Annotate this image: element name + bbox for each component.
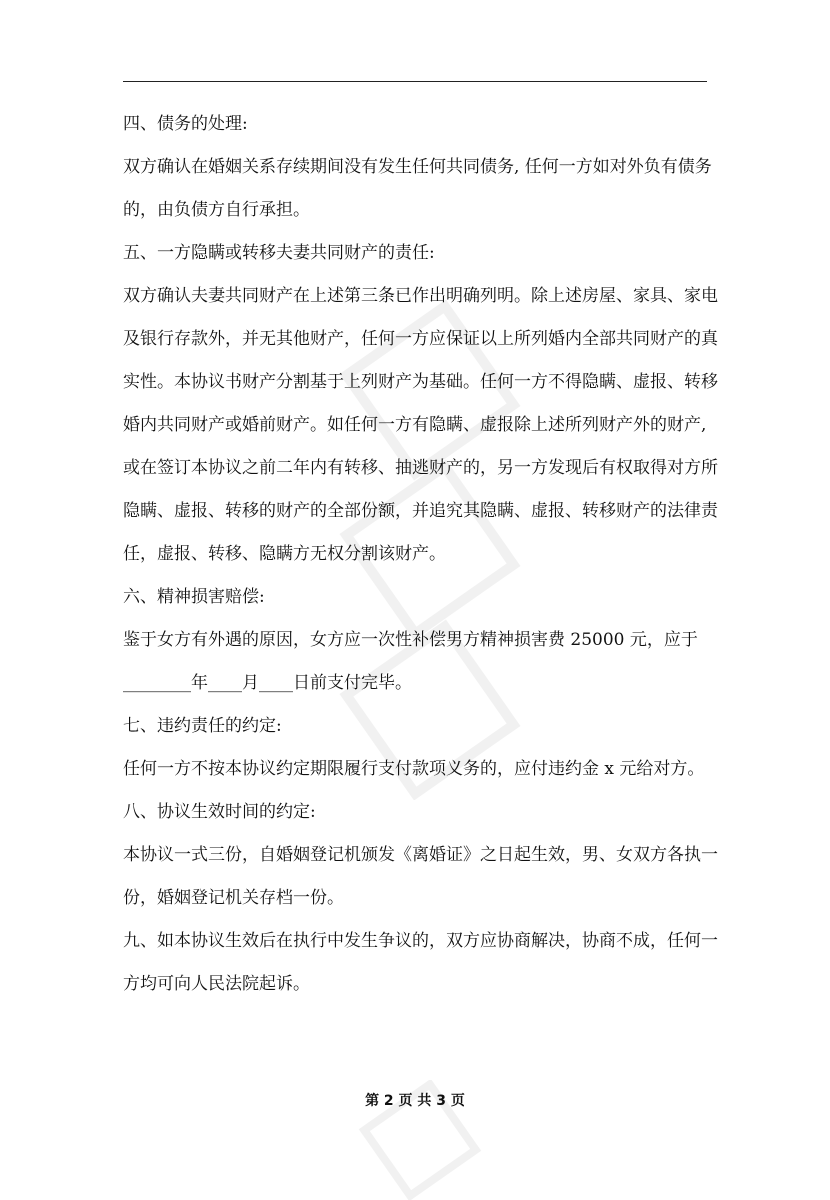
section-8-text-line: 本协议一式三份，自婚姻登记机颁发《离婚证》之日起生效，男、女双方各执一 <box>123 845 718 865</box>
section-5-text-line: 及银行存款外，并无其他财产，任何一方应保证以上所列婚内全部共同财产的真 <box>123 329 718 349</box>
section-6-date-line: ________年____月____日前支付完毕。 <box>123 673 412 693</box>
section-7-text-line: 任何一方不按本协议约定期限履行支付款项义务的，应付违约金 x 元给对方。 <box>123 759 705 779</box>
header-rule <box>123 81 707 82</box>
section-4-heading: 四、债务的处理: <box>123 114 248 134</box>
section-5-text-line: 隐瞒、虚报、转移的财产的全部份额，并追究其隐瞒、虚报、转移财产的法律责 <box>123 501 718 521</box>
section-5-text-line: 任，虚报、转移、隐瞒方无权分割该财产。 <box>123 544 446 564</box>
section-9-text-line: 九、如本协议生效后在执行中发生争议的，双方应协商解决，协商不成，任何一 <box>123 931 718 951</box>
section-9-text-line: 方均可向人民法院起诉。 <box>123 974 310 994</box>
section-5-heading: 五、一方隐瞒或转移夫妻共同财产的责任: <box>123 243 435 263</box>
section-5-text-line: 双方确认夫妻共同财产在上述第三条已作出明确列明。除上述房屋、家具、家电 <box>123 286 718 306</box>
page-number-footer: 第 2 页 共 3 页 <box>365 1093 465 1109</box>
section-8-text-line: 份，婚姻登记机关存档一份。 <box>123 888 344 908</box>
watermark-footer <box>330 1080 510 1200</box>
section-5-text-line: 实性。本协议书财产分割基于上列财产为基础。任何一方不得隐瞒、虚报、转移 <box>123 372 718 392</box>
section-7-heading: 七、违约责任的约定: <box>123 716 282 736</box>
section-8-heading: 八、协议生效时间的约定: <box>123 802 316 822</box>
section-5-text-line: 婚内共同财产或婚前财产。如任何一方有隐瞒、虚报除上述所列财产外的财产, <box>123 415 707 435</box>
section-6-heading: 六、精神损害赔偿: <box>123 587 265 607</box>
section-6-text-line: 鉴于女方有外遇的原因，女方应一次性补偿男方精神损害费 25000 元，应于 <box>123 630 698 650</box>
section-5-text-line: 或在签订本协议之前二年内有转移、抽逃财产的，另一方发现后有权取得对方所 <box>123 458 718 478</box>
section-4-text-line: 的，由负债方自行承担。 <box>123 200 310 220</box>
section-4-text-line: 双方确认在婚姻关系存续期间没有发生任何共同债务, 任何一方如对外负有债务 <box>123 157 712 177</box>
